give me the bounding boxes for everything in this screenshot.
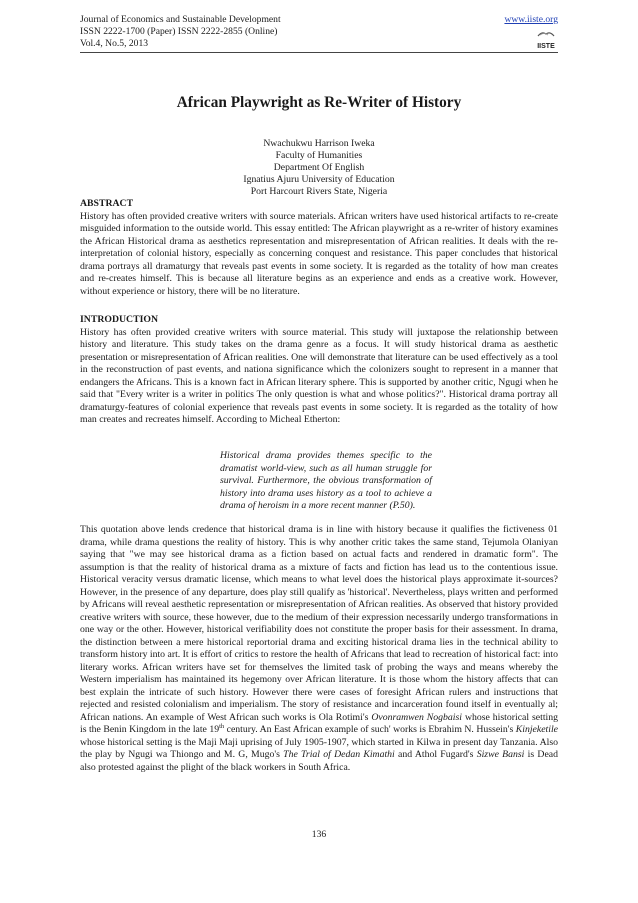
header-divider (80, 52, 558, 53)
block-quote: Historical drama provides themes specific to the dramatist world-view, such as all human struggle for survival. Furthermore, the obvious transformation of history into drama uses history as a tool to achieve a drama of heroism in a more recent manner (P.50). (220, 450, 432, 511)
para2-text-a: This quotation above lends credence that historical drama is in line with history because it qualifies the fictiveness 01 drama, while drama questions the reality of history. This is why another critic takes the same stand, Tejumola Olaniyan saying that "we may see historical drama as a fiction based on actual facts and rendered in dramatic form". The assumption is that the reality of historical drama as a mixture of facts and fiction has lead us to the contentious issue. Historical veracity versus dramatic license, which means to what level does the historical plays approximate it-sources? However, in the presence of any departure, does play still qualify as 'historical'. Nevertheless, plays written and performed by Africans will reveal aesthetic representation or misrepresentation of African realities. As observed that history provided creative writers with source, these however, due to the medium of their expression necessarily undergo transformations in one way or the other. However, historical verifiability does not constitute the proper basis for their assessment. In drama, the distinction between a mere historical reportorial drama and exciting historical drama lies in the technical ability to transform history into art. It is effort of critics to restore the health of Africans that lead to recreation of historical fact: into literary works. African writers have set for themselves the limited task of probing the ways and means whereby the Western imperialism has maintained its hegemony over African literature. It is those whom the history affects that can best explain the intricate of such history. However there were cases of foresight African rulers and instructions that rejected and resisted colonialism and imperialism. The story of resistance and incarceration found itself in eventually al; African nations. An example of West African such works is Ola Rotimi's (80, 524, 558, 723)
abstract-heading: ABSTRACT (80, 198, 134, 209)
introduction-paragraph-1: History has often provided creative writers with source material. This study will juxtapose the relationship between history and literature. This study takes on the drama genre as a focus. It will study historical drama as aesthetic presentation or misrepresentation of African realities. One will demonstrate that literature can be used effectively as a tool in the reconstruction of past events, and nationa significance which the colonizers sought to represent in a manner that endangers the Africans. This is a known fact in African literary sphere. This is supported by another critic, Ngugi when he said that "Every writer is a writer in politics The only question is what and whose politics?". Historical drama portray all dramaturgy-features of colonial experience that reveals past events in some society. It is regarded as the totality of how man creates and recreates himself. According to Micheal Etherton: (80, 326, 558, 425)
introduction-paragraph-2 (80, 524, 558, 774)
para2-text-c: century. An East African example of such' works is Ebrahim N. Hussein's (224, 724, 516, 735)
introduction-section (80, 314, 558, 427)
journal-header (80, 14, 281, 49)
work-title-ovonramwen: Ovonramwen Nogbaisi (371, 711, 463, 723)
work-title-sizwe-bansi: Sizwe Bansi (476, 749, 525, 760)
page-number: 136 (311, 829, 327, 840)
author-university: Ignatius Ajuru University of Education (243, 174, 395, 186)
introduction-heading: INTRODUCTION (80, 314, 159, 325)
author-block (80, 138, 558, 198)
abstract-section (80, 198, 558, 298)
journal-url-link[interactable]: www.iiste.org (504, 14, 558, 25)
journal-name: Journal of Economics and Sustainable Development (80, 14, 281, 25)
logo-text: IISTE (537, 43, 555, 50)
abstract-text: History has often provided creative writers with source materials. African writers have used historical artifacts to re-create misguided information to the outside world. This essay entitled: The African playwright as a re-writer of history examines the African Historical drama as aesthetics representation and misrepresentation of African realities. It deals with the re-interpretation of colonial history, especially as concerning conquest and resistance. This paper concludes that historical drama portrays all dramaturgy that reveals past events in some society. It is regarded as the totality of how man creates and re-creates himself. This is because all literature begins as an experience and ends as a creative work. However, without experience or history, there will be no literature. (80, 210, 558, 297)
journal-volume: Vol.4, No.5, 2013 (80, 37, 149, 49)
para2-text-e: and Athol Fugard's (394, 749, 477, 760)
work-title-kinjeketile: Kinjeketile (515, 724, 558, 735)
author-department: Department Of English (273, 162, 365, 174)
journal-issn: ISSN 2222-1700 (Paper) ISSN 2222-2855 (Online) (80, 25, 278, 37)
para2-text-d: whose historical setting is the Maji Maji uprising of July 1905-1907, which started in Kilwa in present day Tanzania. Also the play by Ngugi wa Thiongo and M. G, Mugo's (80, 736, 558, 760)
author-faculty: Faculty of Humanities (275, 150, 363, 162)
work-title-trial-of-dedan-kimathi: The Trial of Dedan Kimathi (283, 749, 395, 760)
author-name: Nwachukwu Harrison Iweka (263, 138, 375, 149)
author-location: Port Harcourt Rivers State, Nigeria (250, 186, 388, 198)
para2-text-f: is Dead also protested against the plight of the black workers in South Africa. (80, 749, 558, 773)
iiste-logo (536, 30, 556, 52)
para2-text-b: whose historical setting is the Benin Kingdom in the late 19 (80, 711, 559, 735)
paper-title: African Playwright as Re-Writer of History (176, 94, 462, 111)
superscript-th: th (219, 722, 225, 730)
